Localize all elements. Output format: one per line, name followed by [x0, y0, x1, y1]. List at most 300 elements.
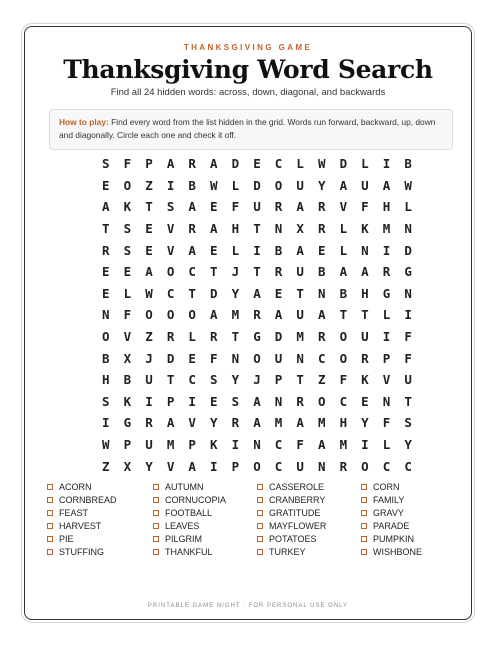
grid-cell[interactable]: V — [188, 415, 196, 431]
grid-cell[interactable]: U — [274, 350, 283, 366]
grid-cell[interactable]: S — [123, 242, 132, 258]
grid-cell[interactable]: W — [102, 437, 110, 453]
grid-cell[interactable]: T — [231, 329, 240, 345]
grid-cell[interactable]: A — [253, 285, 261, 301]
word-list-item[interactable] — [257, 507, 361, 519]
checkbox-icon[interactable] — [257, 510, 263, 516]
grid-cell[interactable]: O — [123, 177, 132, 193]
grid-cell[interactable]: F — [382, 415, 391, 431]
how-to-play-text: Find every word from the list hidden in the grid. Words run forward, backward, up, down and diagonally. Circle each one and check it off. — [59, 117, 436, 140]
checkbox-icon[interactable] — [153, 510, 159, 516]
grid-row — [95, 304, 419, 326]
grid-cell[interactable]: G — [382, 285, 391, 301]
word-list-item[interactable] — [153, 507, 257, 519]
grid-cell[interactable]: O — [145, 307, 153, 323]
grid-cell[interactable]: A — [210, 221, 218, 237]
word-list — [47, 481, 467, 558]
grid-cell[interactable]: I — [382, 242, 391, 258]
grid-cell[interactable]: N — [317, 458, 326, 474]
word-list-item[interactable] — [361, 520, 465, 532]
grid-cell[interactable]: F — [296, 437, 304, 453]
grid-cell[interactable]: I — [188, 393, 196, 409]
grid-cell[interactable]: E — [210, 199, 218, 215]
grid-cell[interactable]: U — [361, 177, 369, 193]
grid-cell[interactable]: R — [317, 221, 326, 237]
grid-cell[interactable]: T — [296, 372, 304, 388]
grid-cell[interactable]: U — [145, 437, 153, 453]
grid-cell[interactable]: R — [188, 221, 196, 237]
grid-cell[interactable]: I — [253, 242, 261, 258]
word-list-item[interactable] — [47, 494, 153, 506]
grid-cell[interactable]: N — [296, 350, 304, 366]
grid-cell[interactable]: F — [123, 156, 132, 172]
grid-cell[interactable]: S — [102, 393, 110, 409]
grid-row — [95, 261, 419, 283]
grid-cell[interactable]: M — [274, 415, 283, 431]
checkbox-icon[interactable] — [47, 536, 53, 542]
grid-cell[interactable]: P — [123, 437, 132, 453]
word-label: CORNBREAD — [59, 495, 117, 505]
checkbox-icon[interactable] — [361, 523, 367, 529]
grid-cell[interactable]: A — [317, 437, 326, 453]
grid-cell[interactable]: M — [382, 221, 391, 237]
grid-cell[interactable]: S — [404, 415, 412, 431]
grid-cell[interactable]: Y — [317, 177, 326, 193]
grid-cell[interactable]: U — [253, 199, 261, 215]
grid-cell[interactable]: P — [145, 156, 153, 172]
grid-cell[interactable]: K — [361, 372, 369, 388]
grid-cell[interactable]: O — [166, 264, 175, 280]
word-label: PUMPKIN — [373, 534, 415, 544]
checkbox-icon[interactable] — [47, 523, 53, 529]
grid-cell[interactable]: F — [231, 199, 240, 215]
word-list-item[interactable] — [153, 481, 257, 493]
grid-cell[interactable]: M — [166, 437, 175, 453]
grid-cell[interactable]: H — [102, 372, 110, 388]
grid-cell[interactable]: N — [404, 221, 412, 237]
word-label: GRAVY — [373, 508, 404, 518]
grid-cell[interactable]: H — [361, 285, 369, 301]
grid-cell[interactable]: D — [253, 177, 261, 193]
grid-cell[interactable]: Z — [145, 177, 153, 193]
grid-cell[interactable]: Y — [231, 285, 240, 301]
grid-cell[interactable]: D — [339, 156, 348, 172]
grid-cell[interactable]: E — [361, 393, 369, 409]
grid-cell[interactable]: O — [339, 329, 348, 345]
word-list-item[interactable] — [47, 546, 153, 558]
grid-cell[interactable]: A — [253, 415, 261, 431]
grid-cell[interactable]: U — [296, 458, 304, 474]
grid-cell[interactable]: N — [361, 242, 369, 258]
grid-cell[interactable]: C — [274, 458, 283, 474]
word-list-item[interactable] — [257, 481, 361, 493]
checkbox-icon[interactable] — [153, 536, 159, 542]
grid-cell[interactable]: N — [317, 285, 326, 301]
checkbox-icon[interactable] — [257, 549, 263, 555]
grid-cell[interactable]: T — [145, 199, 153, 215]
footer-note: PRINTABLE GAME NIGHT · FOR PERSONAL USE ONLY — [147, 603, 349, 609]
grid-cell[interactable]: F — [339, 372, 348, 388]
grid-cell[interactable]: U — [361, 329, 369, 345]
grid-cell[interactable]: I — [102, 415, 110, 431]
grid-cell[interactable]: R — [145, 415, 153, 431]
grid-cell[interactable]: N — [404, 285, 412, 301]
grid-cell[interactable]: L — [404, 199, 412, 215]
grid-cell[interactable]: V — [339, 199, 348, 215]
word-label: AUTUMN — [165, 482, 204, 492]
grid-cell[interactable]: V — [166, 242, 175, 258]
word-list-item[interactable] — [47, 533, 153, 545]
grid-cell[interactable]: N — [102, 307, 110, 323]
word-list-item[interactable] — [257, 533, 361, 545]
grid-cell[interactable]: C — [339, 393, 348, 409]
checkbox-icon[interactable] — [257, 523, 263, 529]
grid-cell[interactable]: D — [210, 285, 218, 301]
grid-cell[interactable]: O — [188, 307, 196, 323]
grid-cell[interactable]: E — [210, 242, 218, 258]
grid-cell[interactable]: L — [361, 156, 369, 172]
grid-cell[interactable]: I — [231, 437, 240, 453]
grid-cell[interactable]: T — [188, 285, 196, 301]
grid-cell[interactable]: T — [253, 264, 261, 280]
grid-cell[interactable]: A — [166, 156, 175, 172]
grid-cell[interactable]: W — [317, 156, 326, 172]
grid-cell[interactable]: A — [188, 458, 196, 474]
grid-cell[interactable]: A — [188, 242, 196, 258]
grid-cell[interactable]: P — [382, 350, 391, 366]
grid-cell[interactable]: A — [382, 177, 391, 193]
grid-cell[interactable]: A — [188, 199, 196, 215]
word-list-item[interactable] — [361, 546, 465, 558]
word-list-item[interactable] — [361, 533, 465, 545]
word-list-item[interactable] — [361, 494, 465, 506]
grid-cell[interactable]: C — [274, 156, 283, 172]
grid-cell[interactable]: R — [296, 393, 304, 409]
grid-cell[interactable]: R — [361, 350, 369, 366]
word-list-item[interactable] — [153, 546, 257, 558]
grid-cell[interactable]: D — [166, 350, 175, 366]
grid-cell[interactable]: N — [382, 393, 391, 409]
grid-cell[interactable]: R — [339, 458, 348, 474]
grid-cell[interactable]: T — [339, 307, 348, 323]
grid-row — [95, 455, 419, 477]
grid-cell[interactable]: S — [123, 221, 132, 237]
grid-cell[interactable]: C — [317, 350, 326, 366]
word-list-item[interactable] — [153, 520, 257, 532]
grid-cell[interactable]: L — [296, 156, 304, 172]
checkbox-icon[interactable] — [361, 497, 367, 503]
grid-cell[interactable]: D — [231, 156, 240, 172]
grid-cell[interactable]: I — [166, 177, 175, 193]
grid-row — [95, 391, 419, 413]
grid-cell[interactable]: F — [404, 329, 412, 345]
word-label: CASSEROLE — [269, 482, 325, 492]
grid-cell[interactable]: V — [382, 372, 391, 388]
grid-cell[interactable]: B — [188, 177, 196, 193]
checkbox-icon[interactable] — [361, 536, 367, 542]
grid-cell[interactable]: E — [102, 177, 110, 193]
word-list-item[interactable] — [47, 520, 153, 532]
grid-cell[interactable]: E — [317, 242, 326, 258]
checkbox-icon[interactable] — [153, 523, 159, 529]
grid-cell[interactable]: B — [317, 264, 326, 280]
word-list-item[interactable] — [257, 494, 361, 506]
grid-cell[interactable]: A — [166, 415, 175, 431]
grid-cell[interactable]: R — [274, 264, 283, 280]
grid-cell[interactable]: T — [296, 285, 304, 301]
grid-cell[interactable]: N — [231, 350, 240, 366]
grid-cell[interactable]: S — [231, 393, 240, 409]
word-label: FOOTBALL — [165, 508, 213, 518]
grid-cell[interactable]: A — [145, 264, 153, 280]
word-label: PILGRIM — [165, 534, 203, 544]
grid-cell[interactable]: M — [317, 415, 326, 431]
grid-cell[interactable]: I — [382, 156, 391, 172]
grid-cell[interactable]: R — [210, 329, 218, 345]
grid-cell[interactable]: U — [145, 372, 153, 388]
grid-cell[interactable]: O — [361, 458, 369, 474]
grid-cell[interactable]: F — [123, 307, 132, 323]
word-list-item[interactable] — [153, 533, 257, 545]
grid-cell[interactable]: B — [123, 372, 132, 388]
grid-cell[interactable]: L — [339, 242, 348, 258]
grid-cell[interactable]: Y — [361, 415, 369, 431]
grid-cell[interactable]: E — [145, 242, 153, 258]
grid-cell[interactable]: W — [145, 285, 153, 301]
grid-cell[interactable]: C — [382, 458, 391, 474]
grid-cell[interactable]: H — [382, 199, 391, 215]
grid-row — [95, 239, 419, 261]
grid-cell[interactable]: K — [123, 199, 132, 215]
grid-cell[interactable]: C — [188, 264, 196, 280]
grid-cell[interactable]: R — [231, 415, 240, 431]
grid-cell[interactable]: M — [339, 437, 348, 453]
how-to-play-box — [49, 109, 453, 150]
grid-cell[interactable]: T — [210, 264, 218, 280]
checkbox-icon[interactable] — [47, 484, 53, 490]
checkbox-icon[interactable] — [257, 536, 263, 542]
grid-cell[interactable]: T — [253, 221, 261, 237]
grid-cell[interactable]: G — [123, 415, 132, 431]
grid-cell[interactable]: S — [102, 156, 110, 172]
worksheet-card — [24, 26, 472, 620]
grid-cell[interactable]: C — [404, 458, 412, 474]
grid-cell[interactable]: O — [339, 350, 348, 366]
grid-cell[interactable]: A — [339, 264, 348, 280]
grid-cell[interactable]: E — [188, 350, 196, 366]
grid-cell[interactable]: A — [339, 177, 348, 193]
grid-cell[interactable]: T — [166, 372, 175, 388]
grid-cell[interactable]: Z — [317, 372, 326, 388]
grid-cell[interactable]: R — [382, 264, 391, 280]
grid-cell[interactable]: B — [274, 242, 283, 258]
word-list-item[interactable] — [47, 507, 153, 519]
grid-row — [95, 326, 419, 348]
grid-cell[interactable]: E — [253, 156, 261, 172]
grid-cell[interactable]: A — [210, 156, 218, 172]
grid-cell[interactable]: L — [231, 177, 240, 193]
grid-cell[interactable]: Z — [145, 329, 153, 345]
grid-cell[interactable]: C — [166, 285, 175, 301]
grid-row — [95, 153, 419, 175]
checkbox-icon[interactable] — [361, 484, 367, 490]
grid-cell[interactable]: K — [210, 437, 218, 453]
grid-cell[interactable]: W — [210, 177, 218, 193]
grid-cell[interactable]: A — [210, 307, 218, 323]
grid-cell[interactable]: U — [296, 264, 304, 280]
grid-cell[interactable]: L — [231, 242, 240, 258]
grid-cell[interactable]: L — [382, 307, 391, 323]
grid-cell[interactable]: P — [231, 458, 240, 474]
word-label: HARVEST — [59, 521, 102, 531]
grid-cell[interactable]: E — [123, 264, 132, 280]
checkbox-icon[interactable] — [361, 510, 367, 516]
grid-cell[interactable]: E — [274, 285, 283, 301]
grid-cell[interactable]: Y — [145, 458, 153, 474]
checkbox-icon[interactable] — [153, 549, 159, 555]
checkbox-icon[interactable] — [257, 497, 263, 503]
grid-cell[interactable]: X — [123, 350, 132, 366]
grid-cell[interactable]: V — [123, 329, 132, 345]
grid-cell[interactable]: O — [253, 350, 261, 366]
grid-cell[interactable]: C — [188, 372, 196, 388]
checkbox-icon[interactable] — [153, 497, 159, 503]
grid-cell[interactable]: H — [231, 221, 240, 237]
grid-cell[interactable]: X — [296, 221, 304, 237]
grid-cell[interactable]: E — [145, 221, 153, 237]
grid-cell[interactable]: P — [274, 372, 283, 388]
word-label: POTATOES — [269, 534, 317, 544]
grid-cell[interactable]: K — [123, 393, 132, 409]
grid-cell[interactable]: F — [361, 199, 369, 215]
grid-cell[interactable]: V — [166, 221, 175, 237]
grid-cell[interactable]: A — [361, 264, 369, 280]
grid-cell[interactable]: B — [102, 350, 110, 366]
grid-cell[interactable]: L — [339, 221, 348, 237]
word-list-item[interactable] — [153, 494, 257, 506]
grid-cell[interactable]: E — [102, 285, 110, 301]
grid-cell[interactable]: Z — [102, 458, 110, 474]
grid-cell[interactable]: B — [339, 285, 348, 301]
checkbox-icon[interactable] — [47, 549, 53, 555]
grid-row — [95, 283, 419, 305]
grid-cell[interactable]: L — [382, 437, 391, 453]
grid-cell[interactable]: R — [166, 329, 175, 345]
grid-cell[interactable]: I — [145, 393, 153, 409]
grid-cell[interactable]: O — [102, 329, 110, 345]
grid-cell[interactable]: D — [404, 242, 412, 258]
grid-cell[interactable]: H — [339, 415, 348, 431]
grid-cell[interactable]: T — [361, 307, 369, 323]
grid-cell[interactable]: I — [361, 437, 369, 453]
grid-cell[interactable]: P — [188, 437, 196, 453]
grid-cell[interactable]: B — [404, 156, 412, 172]
grid-cell[interactable]: J — [253, 372, 261, 388]
checkbox-icon[interactable] — [47, 510, 53, 516]
grid-cell[interactable]: U — [296, 177, 304, 193]
grid-cell[interactable]: I — [404, 307, 412, 323]
grid-cell[interactable]: R — [317, 199, 326, 215]
grid-cell[interactable]: P — [166, 393, 175, 409]
grid-cell[interactable]: J — [231, 264, 240, 280]
grid-cell[interactable]: R — [253, 307, 261, 323]
grid-cell[interactable]: A — [296, 415, 304, 431]
grid-cell[interactable]: E — [210, 393, 218, 409]
grid-cell[interactable]: G — [404, 264, 412, 280]
grid-cell[interactable]: D — [274, 329, 283, 345]
grid-cell[interactable]: N — [274, 393, 283, 409]
grid-cell[interactable]: F — [210, 350, 218, 366]
grid-cell[interactable]: O — [166, 307, 175, 323]
grid-row — [95, 218, 419, 240]
word-list-item[interactable] — [361, 507, 465, 519]
grid-cell[interactable]: Y — [231, 372, 240, 388]
grid-cell[interactable]: T — [404, 393, 412, 409]
grid-cell[interactable]: R — [102, 242, 110, 258]
grid-cell[interactable]: R — [274, 199, 283, 215]
grid-cell[interactable]: W — [404, 177, 412, 193]
grid-cell[interactable]: R — [317, 329, 326, 345]
grid-cell[interactable]: A — [102, 199, 110, 215]
word-list-item[interactable] — [47, 481, 153, 493]
checkbox-icon[interactable] — [47, 497, 53, 503]
grid-cell[interactable]: I — [382, 329, 391, 345]
word-label: WISHBONE — [373, 547, 423, 557]
grid-cell[interactable]: L — [123, 285, 132, 301]
grid-cell[interactable]: O — [253, 458, 261, 474]
grid-cell[interactable]: A — [296, 199, 304, 215]
page-title: Thanksgiving Word Search — [63, 55, 433, 84]
checkbox-icon[interactable] — [361, 549, 367, 555]
grid-cell[interactable]: A — [296, 242, 304, 258]
grid-cell[interactable]: E — [102, 264, 110, 280]
grid-cell[interactable]: F — [404, 350, 412, 366]
grid-cell[interactable]: A — [274, 307, 283, 323]
word-list-item[interactable] — [257, 520, 361, 532]
checkbox-icon[interactable] — [257, 484, 263, 490]
grid-cell[interactable]: N — [253, 437, 261, 453]
grid-cell[interactable]: U — [404, 372, 412, 388]
grid-cell[interactable]: T — [102, 221, 110, 237]
grid-cell[interactable]: Y — [210, 415, 218, 431]
letter-grid[interactable] — [95, 153, 419, 477]
grid-cell[interactable]: M — [231, 307, 240, 323]
grid-cell[interactable]: A — [317, 307, 326, 323]
word-list-item[interactable] — [257, 546, 361, 558]
grid-cell[interactable]: O — [274, 177, 283, 193]
grid-cell[interactable]: Y — [404, 437, 412, 453]
grid-cell[interactable]: M — [296, 329, 304, 345]
grid-cell[interactable]: S — [210, 372, 218, 388]
grid-cell[interactable]: J — [145, 350, 153, 366]
grid-cell[interactable]: V — [166, 458, 175, 474]
grid-cell[interactable]: A — [253, 393, 261, 409]
grid-cell[interactable]: N — [274, 221, 283, 237]
grid-cell[interactable]: C — [274, 437, 283, 453]
grid-cell[interactable]: R — [188, 156, 196, 172]
grid-cell[interactable]: G — [253, 329, 261, 345]
grid-cell[interactable]: L — [188, 329, 196, 345]
grid-cell[interactable]: X — [123, 458, 132, 474]
grid-cell[interactable]: S — [166, 199, 175, 215]
grid-cell[interactable]: K — [361, 221, 369, 237]
grid-cell[interactable]: O — [317, 393, 326, 409]
grid-cell[interactable]: I — [210, 458, 218, 474]
checkbox-icon[interactable] — [153, 484, 159, 490]
word-label: STUFFING — [59, 547, 104, 557]
word-list-item[interactable] — [361, 481, 465, 493]
grid-cell[interactable]: U — [296, 307, 304, 323]
